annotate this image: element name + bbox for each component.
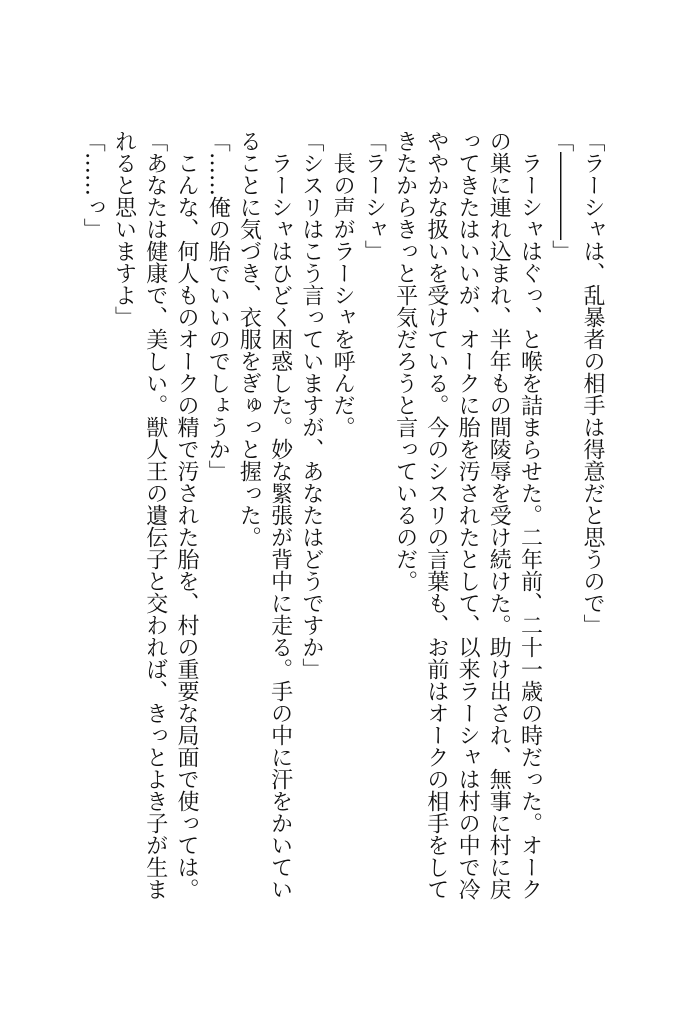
text-line: 「――――」 — [548, 130, 574, 262]
text-line: 「シスリはこう言っていますが、あなたはどうですか」 — [298, 130, 324, 680]
text-line: 「……俺の胎でいいのでしょうか」 — [205, 130, 231, 482]
text-line: 「ラーシャは、乱暴者の相手は得意だと思うので」 — [580, 130, 605, 636]
text-line: 「ラーシャ」 — [361, 130, 387, 262]
text-line: ラーシャはぐっ、と喉を詰まらせた。二年前、二十一歳の時だった。オークの巣に連れ込まれ、半年もの間陵辱を受け続けた。助け出され、無事に村に戻ってきたはいいが、オークに胎を汚されたとして、以来ラーシャは村の中で冷ややかな扱いを受けている。今のシスリの言葉も、お前はオークの相手をしてきたからきっと平気だろうと言っているのだ。 — [392, 130, 543, 900]
vertical-text-body — [77, 130, 608, 910]
text-line: こんな、何人ものオークの精で汚された胎を、村の重要な局面で使っては。 — [173, 130, 199, 900]
text-line: 「……っ」 — [80, 130, 106, 240]
text-line: 「あなたは健康で、美しい。獣人王の遺伝子と交われば、きっとよき子が生まれると思いますよ」 — [111, 130, 168, 900]
text-line: 長の声がラーシャを呼んだ。 — [330, 130, 356, 438]
text-line: ラーシャはひどく困惑した。妙な緊張が背中に走る。手の中に汗をかいていることに気づき、衣服をぎゅっと握った。 — [236, 130, 293, 900]
